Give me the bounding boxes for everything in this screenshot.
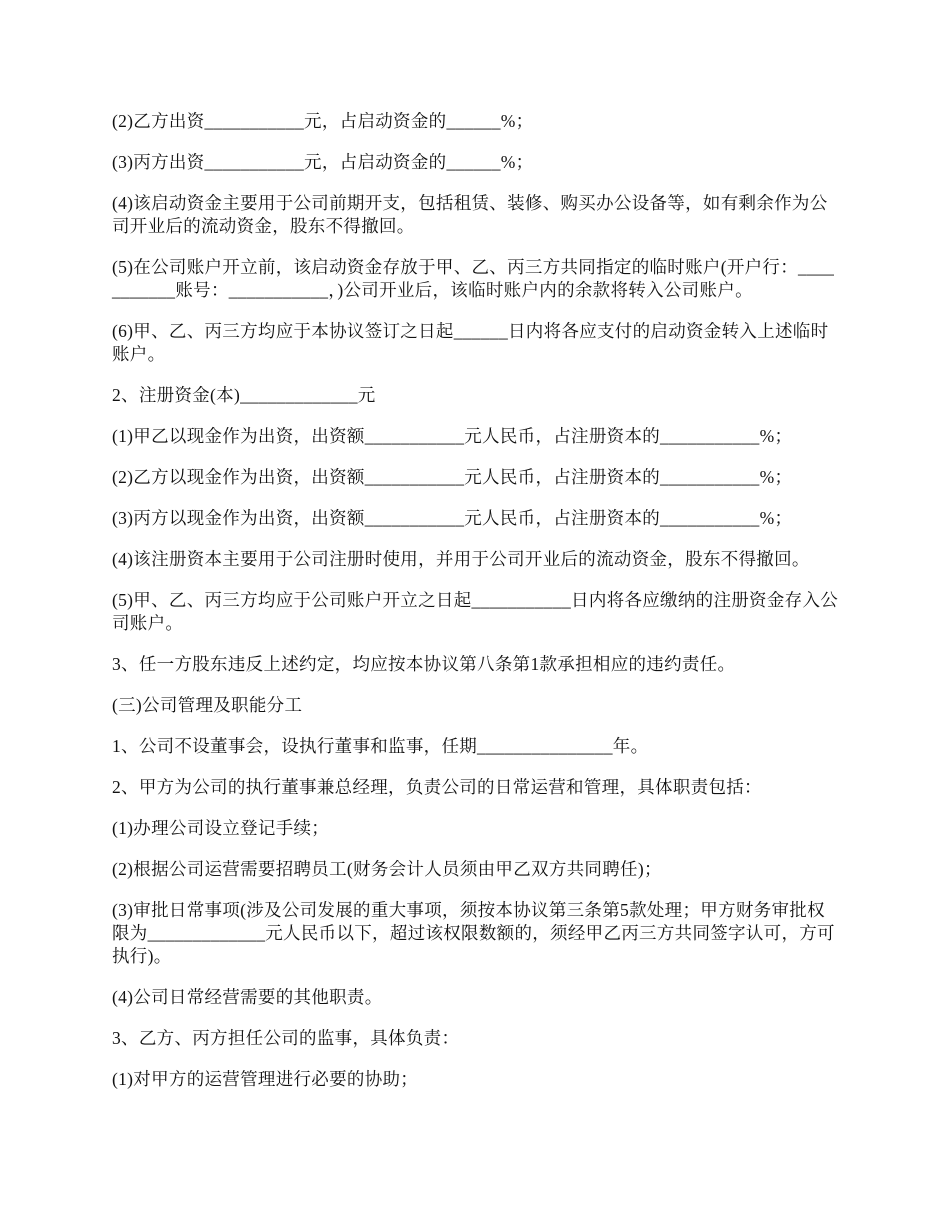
paragraph: (4)该启动资金主要用于公司前期开支，包括租赁、装修、购买办公设备等，如有剩余作为公司开业后的流动资金，股东不得撤回。 [112,193,828,236]
paragraph: 3、任一方股东违反上述约定，均应按本协议第八条第1款承担相应的违约责任。 [112,654,736,674]
paragraph: (1)对甲方的运营管理进行必要的协助； [112,1069,419,1089]
section-heading: (三)公司管理及职能分工 [112,695,303,715]
paragraph: (3)丙方出资___________元，占启动资金的______%； [112,152,534,172]
paragraph: (2)乙方出资___________元，占启动资金的______%； [112,111,534,131]
paragraph: (2)根据公司运营需要招聘员工(财务会计人员须由甲乙双方共同聘任)； [112,859,662,879]
document-body [112,110,842,1109]
paragraph: (4)该注册资本主要用于公司注册时使用，并用于公司开业后的流动资金，股东不得撤回。 [112,549,810,569]
paragraph: (6)甲、乙、丙三方均应于本协议签订之日起______日内将各应支付的启动资金转入上述临时账户。 [112,321,829,364]
paragraph: (3)丙方以现金作为出资，出资额___________元人民币，占注册资本的___________%； [112,508,793,528]
paragraph: (2)乙方以现金作为出资，出资额___________元人民币，占注册资本的___________%； [112,467,793,487]
section-heading: 2、注册资金(本)_____________元 [112,385,376,405]
paragraph: (4)公司日常经营需要的其他职责。 [112,987,383,1007]
paragraph: (5)甲、乙、丙三方均应于公司账户开立之日起___________日内将各应缴纳的注册资金存入公司账户。 [112,590,839,633]
paragraph: (5)在公司账户开立前，该启动资金存放于甲、乙、丙三方共同指定的临时账户(开户行：___________账号：___________，)公司开业后，该临时账户内的余款将转入公司账户。 [112,257,835,300]
paragraph: (1)办理公司设立登记手续； [112,818,330,838]
paragraph: 1、公司不设董事会，设执行董事和监事，任期_______________年。 [112,736,649,756]
paragraph: (3)审批日常事项(涉及公司发展的重大事项，须按本协议第三条第5款处理；甲方财务审批权限为_____________元人民币以下，超过该权限数额的，须经甲乙丙三方共同签字认可，方可执行)。 [112,900,835,966]
paragraph: 2、甲方为公司的执行董事兼总经理，负责公司的日常运营和管理，具体职责包括： [112,777,762,797]
paragraph: 3、乙方、丙方担任公司的监事，具体负责： [112,1028,460,1048]
paragraph: (1)甲乙以现金作为出资，出资额___________元人民币，占注册资本的___________%； [112,426,793,446]
